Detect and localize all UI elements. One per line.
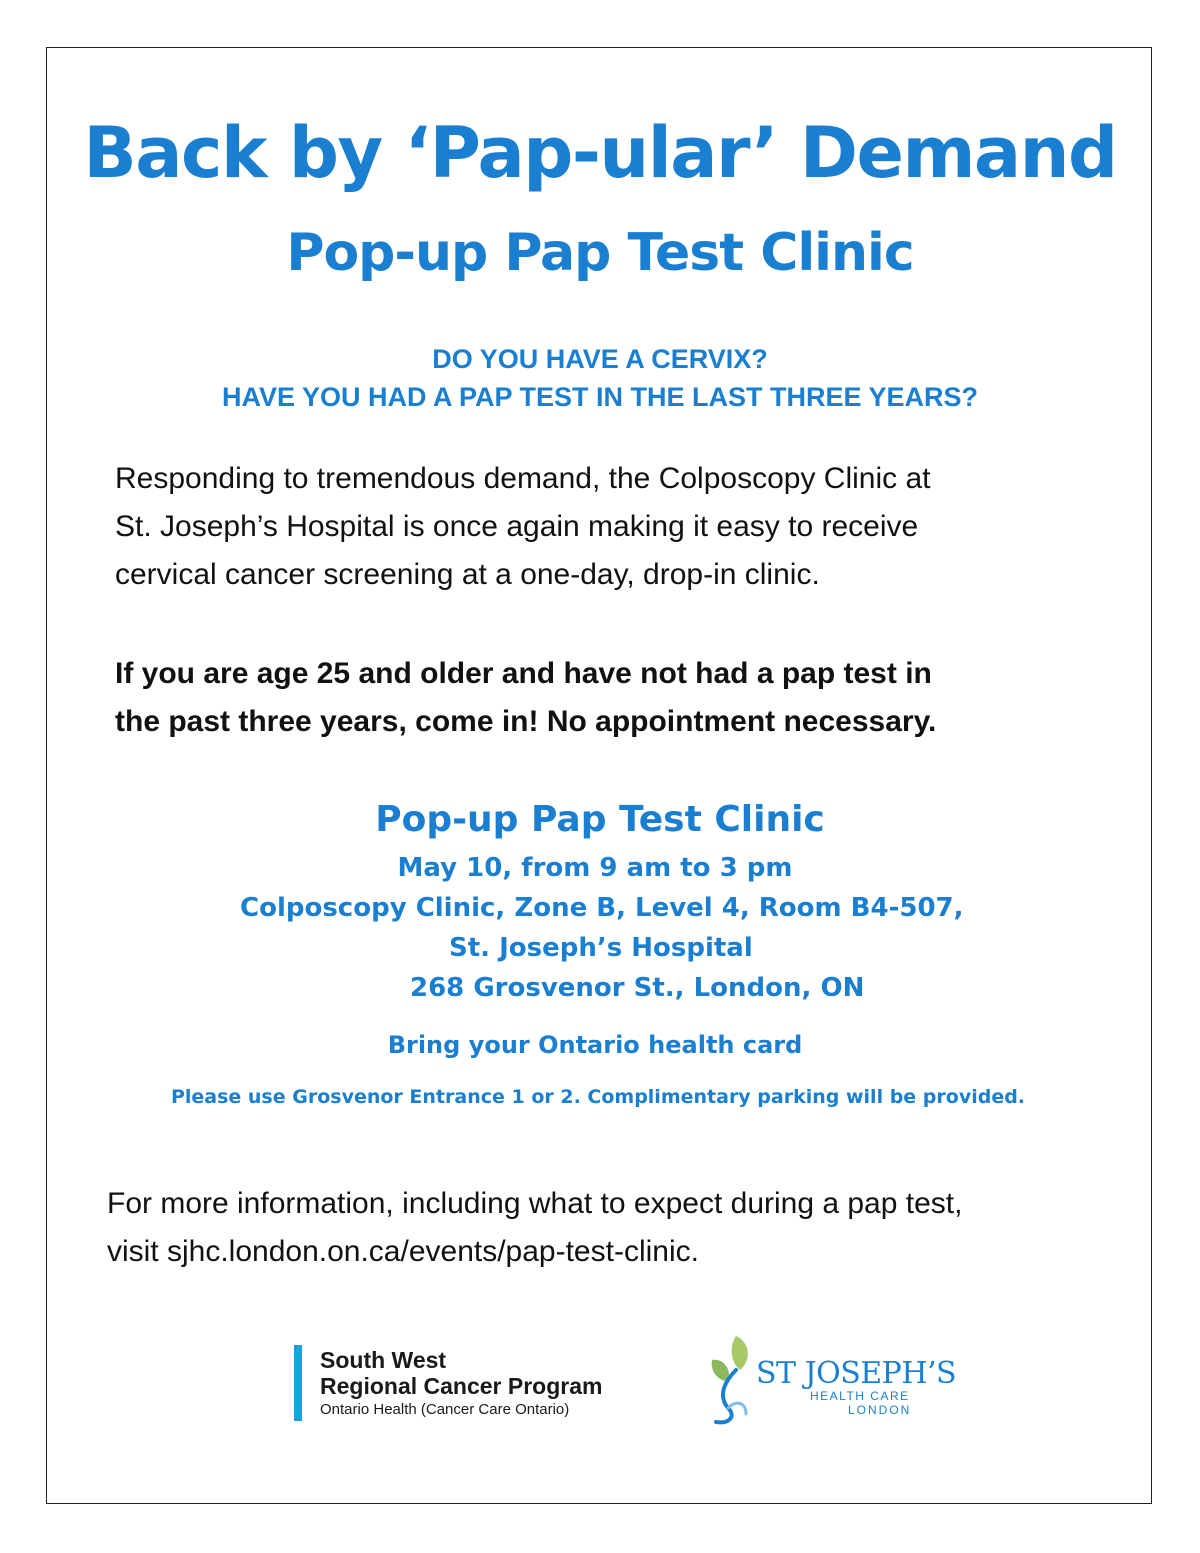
- clinic-location: Colposcopy Clinic, Zone B, Level 4, Room B4-507,: [240, 893, 964, 923]
- more-info-line: For more information, including what to expect during a pap test,: [107, 1187, 963, 1220]
- sjhc-logo-name: ST JOSEPH’S: [756, 1356, 957, 1391]
- eligibility-line: the past three years, come in! No appointment necessary.: [115, 705, 937, 738]
- sjhc-logo: [706, 1330, 957, 1430]
- eligibility-paragraph: [115, 650, 1115, 746]
- sjhc-logo-london: LONDON: [848, 1403, 912, 1417]
- clinic-title: Pop-up Pap Test Clinic: [375, 799, 825, 840]
- intro-line: cervical cancer screening at a one-day, drop-in clinic.: [115, 558, 820, 591]
- swrcp-logo-line1: South West: [320, 1347, 447, 1373]
- swrcp-logo-line3: Ontario Health (Cancer Care Ontario): [320, 1401, 570, 1418]
- more-info-line: visit sjhc.london.on.ca/events/pap-test-clinic.: [107, 1235, 699, 1268]
- intro-line: Responding to tremendous demand, the Colposcopy Clinic at: [115, 462, 931, 495]
- flyer-subtitle: Pop-up Pap Test Clinic: [286, 223, 914, 283]
- clinic-hospital: St. Joseph’s Hospital: [449, 933, 753, 963]
- more-info-paragraph: [107, 1180, 1137, 1276]
- parking-note: Please use Grosvenor Entrance 1 or 2. Complimentary parking will be provided.: [170, 1086, 1026, 1108]
- swrcp-logo: [294, 1345, 654, 1421]
- swrcp-logo-bar: [294, 1345, 302, 1421]
- clinic-date-time: May 10, from 9 am to 3 pm: [397, 853, 793, 883]
- health-card-note: Bring your Ontario health card: [387, 1031, 803, 1059]
- sjhc-logo-health-care: HEALTH CARE: [810, 1389, 910, 1403]
- question-cervix: DO YOU HAVE A CERVIX?: [432, 344, 768, 374]
- eligibility-line: If you are age 25 and older and have not had a pap test in: [115, 657, 932, 690]
- swrcp-logo-line2: Regional Cancer Program: [320, 1373, 603, 1399]
- intro-line: St. Joseph’s Hospital is once again making it easy to receive: [115, 510, 919, 543]
- question-pap-test: HAVE YOU HAD A PAP TEST IN THE LAST THREE YEARS?: [221, 382, 979, 412]
- intro-paragraph: [115, 455, 1115, 599]
- flyer-title: Back by ‘Pap-ular’ Demand: [83, 112, 1117, 194]
- clinic-address: 268 Grosvenor St., London, ON: [410, 973, 865, 1003]
